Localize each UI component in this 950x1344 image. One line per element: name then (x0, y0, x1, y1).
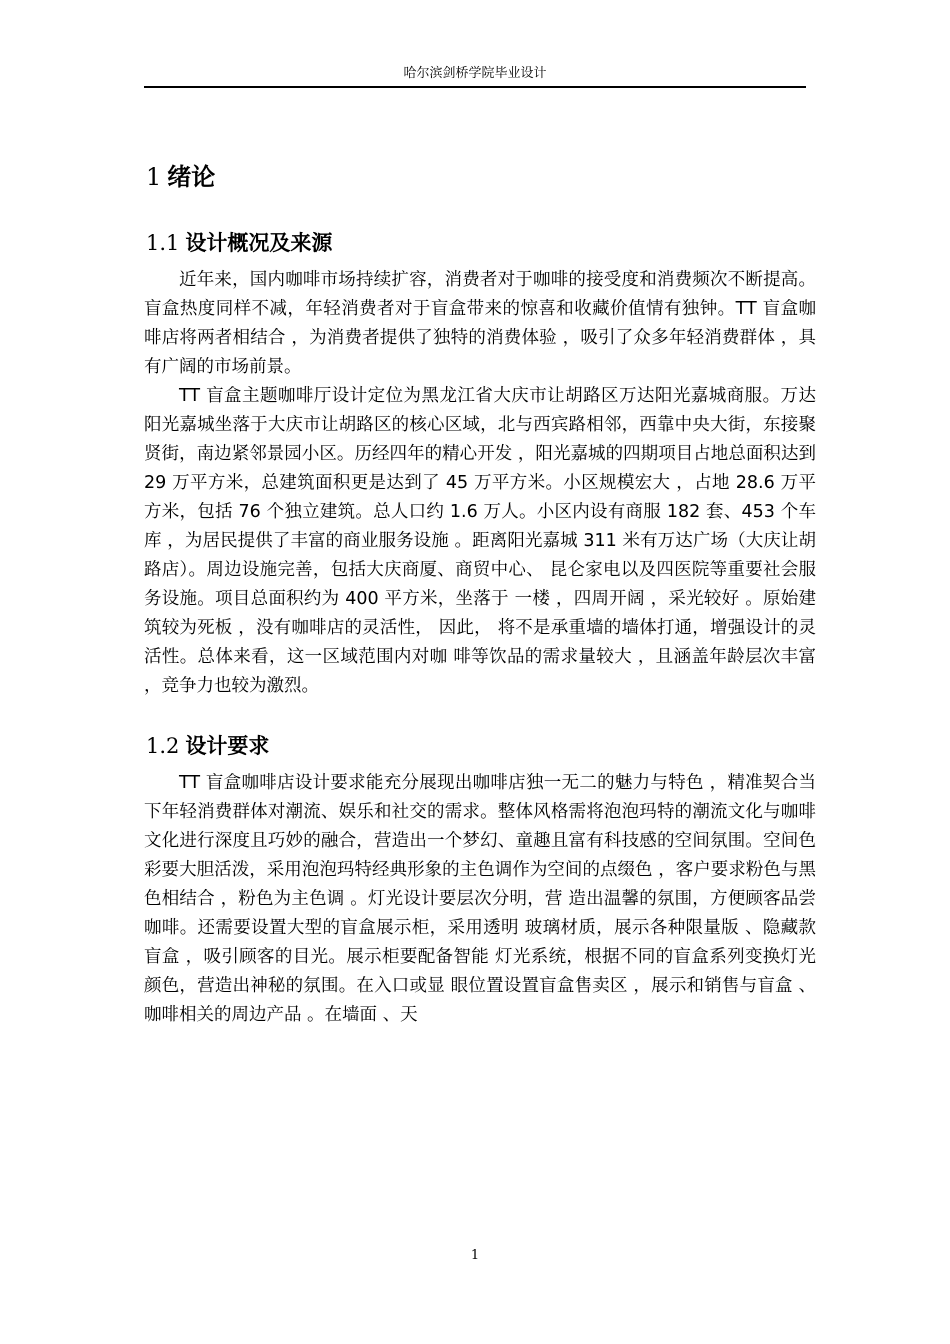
paragraph: 近年来，国内咖啡市场持续扩容，消费者对于咖啡的接受度和消费频次不断提高。盲盒热度同样不减，年轻消费者对于盲盒带来的惊喜和收藏价值情有独钟。TT 盲盒咖啡店将两者相结合 ，为消费者提供了独特的消费体验 ，吸引了众多年轻消费群体 ，具有广阔的市场前景。 (144, 270, 816, 377)
section-title-1-2 (146, 731, 269, 761)
section-number: 1.1 (146, 231, 180, 255)
section-number: 1.2 (146, 734, 180, 758)
chapter-title-text: 绪论 (167, 163, 216, 191)
page-header (144, 64, 806, 88)
header-title: 哈尔滨剑桥学院毕业设计 (403, 66, 547, 81)
paragraph: TT 盲盒咖啡店设计要求能充分展现出咖啡店独一无二的魅力与特色 ，精准契合当下年轻消费群体对潮流、娱乐和社交的需求。整体风格需将泡泡玛特的潮流文化与咖啡文化进行深度且巧妙的融合，营造出一个梦幻、童趣且富有科技感的空间氛围。空间色彩要大胆活泼，采用泡泡玛特经典形象的主色调作为空间的点缀色 ，客户要求粉色与黑色相结合 ，粉色为主色调 。灯光设计要层次分明，营 造出温馨的氛围，方便顾客品尝咖啡。还需要设置大型的盲盒展示柜，采用透明 玻璃材质，展示各种限量版 、隐藏款盲盒 ，吸引顾客的目光。展示柜要配备智能 灯光系统，根据不同的盲盒系列变换灯光颜色，营造出神秘的氛围。在入口或显 眼位置设置盲盒售卖区 ，展示和销售与盲盒 、咖啡相关的周边产品 。在墙面 、天 (144, 773, 816, 1025)
section-title-text: 设计概况及来源 (185, 231, 333, 255)
section-title-text: 设计要求 (185, 734, 270, 758)
chapter-title (146, 160, 215, 194)
section-title-1-1 (146, 228, 332, 258)
paragraph: TT 盲盒主题咖啡厅设计定位为黑龙江省大庆市让胡路区万达阳光嘉城商服。万达阳光嘉城坐落于大庆市让胡路区的核心区域，北与西宾路相邻，西靠中央大街，东接聚贤街，南边紧邻景园小区。历经四年的精心开发 ，阳光嘉城的四期项目占地总面积达到 29 万平方米，总建筑面积更是达到了 45 万平方米。小区规模宏大 ，占地 28.6 万平方米，包括 76 个独立建筑。总人口约 1.6 万人。小区内设有商服 182 套、453 个车库 ，为居民提供了丰富的商业服务设施 。距离阳光嘉城 311 米有万达广场（大庆让胡路店）。周边设施完善，包括大庆商厦、商贸中心、 昆仑家电以及四医院等重要社会服务设施。项目总面积约为 400 平方米，坐落于 一楼 ，四周开阔 ，采光较好 。原始建筑较为死板 ，没有咖啡店的灵活性， 因此， 将不是承重墙的墙体打通，增强设计的灵活性。总体来看，这一区域范围内对咖 啡等饮品的需求量较大 ，且涵盖年龄层次丰富 ，竞争力也较为激烈。 (144, 386, 817, 696)
chapter-number: 1 (146, 163, 162, 191)
page-number: 1 (470, 1248, 480, 1263)
